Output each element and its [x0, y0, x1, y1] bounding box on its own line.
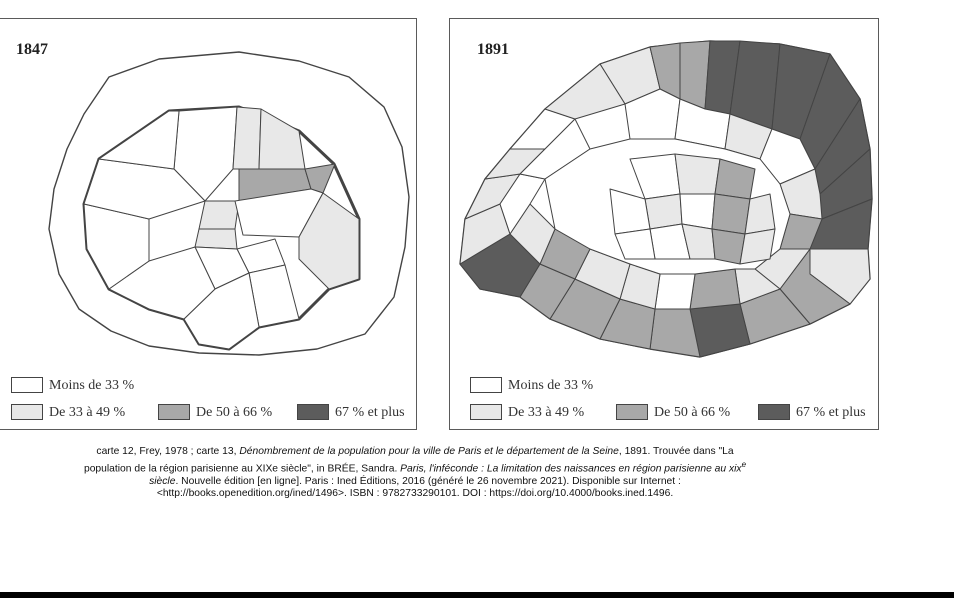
legend-swatch [758, 404, 790, 420]
caption-line [60, 459, 770, 476]
map-1847-district [233, 107, 261, 169]
map-1891-district [675, 154, 720, 194]
map-1891-district [680, 194, 715, 229]
legend-swatch [297, 404, 329, 420]
map-1891-district [712, 229, 745, 264]
caption-line [60, 446, 770, 459]
legend-label: 67 % et plus [335, 405, 405, 420]
caption-line [60, 488, 770, 501]
legend-swatch [11, 377, 43, 393]
map-1891-district [690, 304, 750, 357]
legend-swatch [158, 404, 190, 420]
legend-label: Moins de 33 % [49, 378, 135, 393]
legend-label: De 50 à 66 % [196, 405, 273, 420]
legend-label: De 50 à 66 % [654, 405, 731, 420]
legend-label: 67 % et plus [796, 405, 866, 420]
caption-title-italic: Paris, l'inféconde : La limitation des naissances en région parisienne au xix [400, 463, 742, 475]
map-1891-district [712, 194, 750, 234]
caption-title-italic: Dénombrement de la population pour la ville de Paris et le département de la Seine [239, 446, 619, 457]
map-panel-1847 [0, 18, 417, 430]
map-1847-svg [0, 19, 418, 431]
caption-text: population de la région parisienne au XIXe siècle", in BRÉE, Sandra. [83, 463, 401, 475]
map-1891-district [740, 229, 775, 264]
caption-text: carte 12, Frey, 1978 ; carte 13, [96, 446, 240, 457]
map-1891-district [655, 274, 695, 309]
legend-swatch [11, 404, 43, 420]
map-1847-district [199, 201, 239, 229]
map-source-caption [60, 446, 770, 501]
legend-swatch [470, 404, 502, 420]
map-1891-svg [450, 19, 880, 431]
bottom-bar [0, 592, 954, 598]
map-panel-1891 [449, 18, 879, 430]
map-1847-district [195, 229, 237, 249]
map-year-label: 1847 [16, 41, 48, 58]
caption-superscript: e [741, 459, 747, 469]
caption-line [60, 476, 770, 489]
caption-text: <http://books.openedition.org/ined/1496>. ISBN : 9782733290101. DOI : https://doi.org/10.4000/books.ined.1496. [156, 488, 674, 500]
map-1891-district [745, 194, 775, 234]
caption-text: , 1891. Trouvée dans "La [618, 446, 734, 457]
legend-swatch [470, 377, 502, 393]
legend-label: Moins de 33 % [508, 378, 594, 393]
legend-label: De 33 à 49 % [508, 405, 585, 420]
legend-label: De 33 à 49 % [49, 405, 126, 420]
caption-title-italic: siècle [149, 475, 176, 487]
map-1891-district [645, 194, 682, 229]
legend-swatch [616, 404, 648, 420]
map-1891-district [690, 269, 740, 309]
map-year-label: 1891 [477, 41, 509, 58]
caption-text: . Nouvelle édition [en ligne]. Paris : Ined Éditions, 2016 (généré le 26 novembre 2021). Disponible sur Internet : [175, 475, 681, 487]
